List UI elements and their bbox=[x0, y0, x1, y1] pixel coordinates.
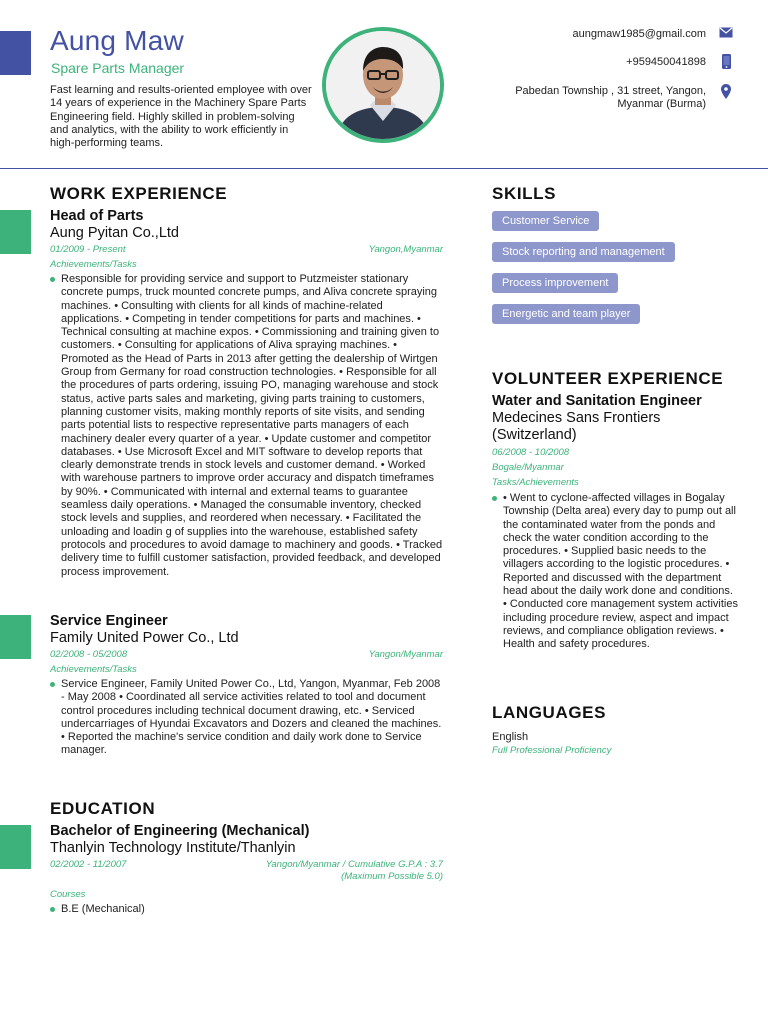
language-level: Full Professional Proficiency bbox=[492, 745, 612, 757]
contact-address bbox=[515, 85, 706, 112]
education-accent-bar bbox=[0, 825, 31, 869]
volunteer-bullet bbox=[492, 492, 738, 652]
gpa-note: (Maximum Possible 5.0) bbox=[341, 871, 443, 882]
candidate-role: Spare Parts Manager bbox=[51, 60, 185, 76]
job-description: Responsible for providing service and support to Putzmeister stationary concrete pumps, truck mounted concrete pumps, and Aliva concrete spraying machines. • Consulting with clients for all kinds of machine-related applications. • Competing in tender competitions for parts and machines. • Technical consulting at machine expos. • Commissioning and training given to customers. • Consulting for applications of Aliva spraying machines. • Promoted as the Head of Parts in 2013 after getting the dealership of Wirtgen Group from Germany for road construction technologies. • Responsible for all the procedures of parts ordering, issuing PO, managing warehouse and stock status, active parts sales and marketing, giving parts training to customers, planning customer visits, making monthly reports of site visits, and sending parts potential lists to respective representative parts managers of each machinery dealer every quarter of a year. • Update customer and competitor databases. • Use Microsoft Excel and MIT software to develop reports that clearly demonstrate trends in stock levels and customer demand. • Worked with warehouse partners to improve order accuracy and dispatch timeframes by 90%. • Communicated with internal and external teams to guarantee seamless daily operations. • Managed the consumable inventory, checked stock levels and supplies, and reordered when necessary. • Facilitated the unloading and loadin g of supplies into the warehouse, established safety protocols and procedures to avoid damage to machinery and goods. • Tracked delivery time to fulfill customer satisfaction, provided feedback, and developed process improvement. bbox=[61, 273, 443, 578]
skill-pill: Energetic and team player bbox=[492, 304, 640, 324]
job-description: Service Engineer, Family United Power Co., Ltd, Yangon, Myanmar, Feb 2008 - May 2008 • Coordinated all service activities related to tool and document control procedures including technical document drawing, etc. • Serviced undercarriages of Hyundai Excavators and Dozers and cleaned the machines. • Reported the machine's service condition and daily work done to Service manager. bbox=[61, 678, 442, 757]
job-dates: 02/2008 - 05/2008 bbox=[50, 649, 128, 660]
education-entry bbox=[50, 823, 443, 916]
job-company: Aung Pyitan Co.,Ltd bbox=[50, 225, 179, 241]
location-pin-icon bbox=[719, 84, 733, 99]
education-meta-row bbox=[50, 859, 443, 883]
contact-phone[interactable]: +959450041898 bbox=[626, 56, 706, 68]
skills-heading: SKILLS bbox=[492, 184, 557, 203]
job-meta-row bbox=[50, 649, 443, 661]
job-accent-bar bbox=[0, 210, 31, 254]
job-location: Yangon/Myanmar bbox=[368, 649, 443, 660]
bullet-dot-icon bbox=[50, 273, 61, 579]
address-line-2: Myanmar (Burma) bbox=[617, 98, 706, 111]
skills-list bbox=[492, 211, 722, 335]
profile-summary: Fast learning and results-oriented employee with over 14 years of experience in the Machinery Spare Parts Engineering field. Highly skilled in problem-solving and analytics, with the ability to work efficiently in high-performing teams. bbox=[50, 84, 312, 150]
volunteer-role: Water and Sanitation Engineer bbox=[492, 393, 702, 409]
job-location: Yangon,Myanmar bbox=[368, 244, 443, 255]
skill-pill: Stock reporting and management bbox=[492, 242, 675, 262]
contact-email[interactable]: aungmaw1985@gmail.com bbox=[572, 28, 706, 40]
location-gpa: Yangon/Myanmar / Cumulative G.P.A : 3.7 bbox=[265, 859, 443, 870]
courses-label: Courses bbox=[50, 889, 86, 900]
job-company: Family United Power Co., Ltd bbox=[50, 630, 239, 646]
volunteer-heading: VOLUNTEER EXPERIENCE bbox=[492, 369, 724, 388]
education-dates: 02/2002 - 11/2007 bbox=[50, 859, 127, 870]
job-entry-head-of-parts bbox=[50, 208, 443, 579]
volunteer-dates: 06/2008 - 10/2008 bbox=[492, 447, 570, 458]
job-bullet bbox=[50, 678, 443, 758]
language-entry bbox=[492, 731, 738, 757]
volunteer-location: Bogale/Myanmar bbox=[492, 462, 564, 473]
job-entry-service-engineer bbox=[50, 613, 443, 758]
volunteer-description: • Went to cyclone-affected villages in Bogalay Township (Delta area) every day to pump out all the contaminated water from the ponds and check the water condition according to the procedures. • Supplied basic needs to the villagers according to the logistic procedures. • Reported and discussed with the department head about the daily work done and conditions. • Conducted core management system activities including procedure review, aspect and impact reviews, and compliance obligation reviews. • Health and safety procedures. bbox=[503, 492, 738, 651]
job-bullet bbox=[50, 273, 443, 579]
job-title: Service Engineer bbox=[50, 613, 168, 629]
language-name: English bbox=[492, 731, 529, 743]
course-bullet bbox=[50, 903, 443, 916]
languages-heading: LANGUAGES bbox=[492, 703, 607, 722]
education-location-gpa bbox=[266, 859, 443, 883]
volunteer-org-line-2: (Switzerland) bbox=[492, 427, 577, 443]
header-accent-bar bbox=[0, 31, 31, 75]
degree-title: Bachelor of Engineering (Mechanical) bbox=[50, 823, 310, 839]
skill-pill: Customer Service bbox=[492, 211, 599, 231]
skill-pill: Process improvement bbox=[492, 273, 618, 293]
volunteer-tasks-label: Tasks/Achievements bbox=[492, 477, 579, 488]
job-tasks-label: Achievements/Tasks bbox=[50, 259, 137, 270]
candidate-name: Aung Maw bbox=[50, 25, 184, 56]
address-line-1: Pabedan Township , 31 street, Yangon, bbox=[515, 85, 706, 97]
job-accent-bar bbox=[0, 615, 31, 659]
volunteer-org-line-1: Medecines Sans Frontiers bbox=[492, 410, 661, 426]
phone-icon bbox=[719, 54, 733, 69]
volunteer-entry bbox=[492, 393, 738, 652]
bullet-dot-icon bbox=[492, 492, 503, 652]
profile-photo bbox=[322, 27, 444, 143]
header-divider bbox=[0, 168, 768, 169]
course-name: B.E (Mechanical) bbox=[61, 903, 145, 915]
work-experience-heading: WORK EXPERIENCE bbox=[50, 184, 228, 203]
education-heading: EDUCATION bbox=[50, 799, 156, 818]
job-dates: 01/2009 - Present bbox=[50, 244, 126, 255]
job-title: Head of Parts bbox=[50, 208, 144, 224]
person-portrait-icon bbox=[326, 31, 440, 139]
job-meta-row bbox=[50, 244, 443, 256]
bullet-dot-icon bbox=[50, 678, 61, 758]
job-tasks-label: Achievements/Tasks bbox=[50, 664, 137, 675]
school-name: Thanlyin Technology Institute/Thanlyin bbox=[50, 840, 296, 856]
envelope-icon bbox=[719, 27, 733, 38]
bullet-dot-icon bbox=[50, 903, 61, 916]
